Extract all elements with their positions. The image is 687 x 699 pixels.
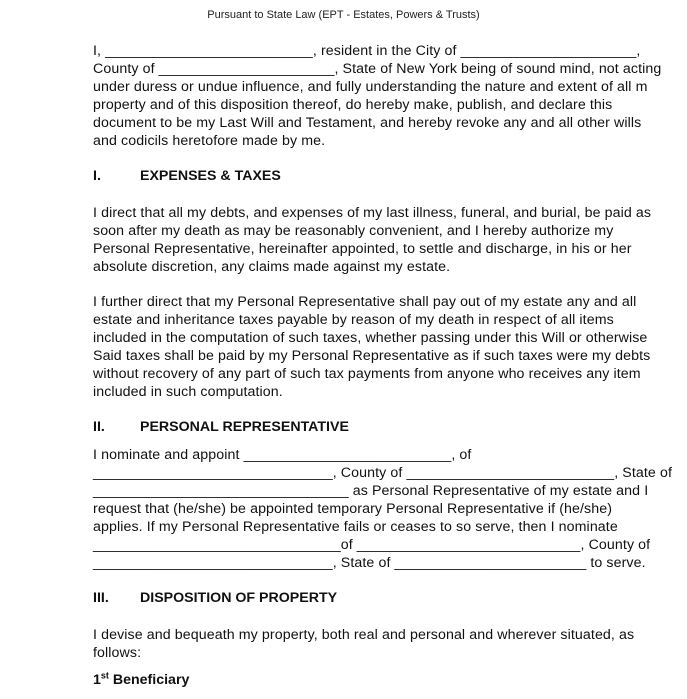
intro-line: and codicils heretofore made by me. — [93, 133, 326, 149]
section-number: I. — [93, 168, 101, 184]
paragraph-line: I nominate and appoint __________________________, of — [93, 447, 472, 463]
section-title: EXPENSES & TAXES — [140, 168, 281, 184]
paragraph-line: Personal Representative, hereinafter appointed, to settle and discharge, in his or her — [93, 241, 632, 257]
paragraph-line: ______________________________, State of ________________________ to serve. — [93, 555, 646, 571]
paragraph-line: applies. If my Personal Representative fails or ceases to so serve, then I nominate — [93, 519, 618, 535]
section-heading-expenses-taxes — [93, 167, 281, 185]
paragraph-line: follows: — [93, 645, 142, 661]
paragraph-line: _______________________________of ____________________________, County of — [93, 537, 651, 553]
section-number: II. — [93, 419, 105, 435]
page-header: Pursuant to State Law (EPT - Estates, Powers & Trusts) — [207, 9, 480, 21]
paragraph-line: soon after my death as may be reasonably convenient, and I hereby authorize my — [93, 223, 614, 239]
paragraph-line: I further direct that my Personal Representative shall pay out of my estate any and all — [93, 294, 637, 310]
intro-line: County of ______________________, State of New York being of sound mind, not acting — [93, 61, 662, 77]
paragraph-line: absolute discretion, any claims made against my estate. — [93, 259, 451, 275]
paragraph-line: ________________________________ as Personal Representative of my estate and I — [93, 483, 649, 499]
section-heading-personal-representative — [93, 418, 349, 436]
beneficiary-number: 1 — [93, 672, 101, 688]
beneficiary-ordinal-suffix: st — [100, 670, 109, 681]
beneficiary-heading — [93, 671, 189, 689]
intro-line: under duress or undue influence, and fully understanding the nature and extent of all m — [93, 79, 648, 95]
paragraph-line: ______________________________, County of __________________________, State of — [93, 465, 672, 481]
section-number: III. — [93, 590, 109, 606]
paragraph-line: included in such computation. — [93, 384, 283, 400]
intro-line: document to be my Last Will and Testament, and hereby revoke any and all other wills — [93, 115, 642, 131]
paragraph-line: without recovery of any part of such tax payments from anyone who receives any item — [93, 366, 641, 382]
paragraph-line: I devise and bequeath my property, both real and personal and wherever situated, as — [93, 627, 635, 643]
paragraph-line: included in the computation of such taxes, whether passing under this Will or otherwise — [93, 330, 648, 346]
intro-line: I, __________________________, resident in the City of ______________________, — [93, 43, 641, 59]
paragraph-line: I direct that all my debts, and expenses of my last illness, funeral, and burial, be paid as — [93, 205, 652, 221]
intro-line: property and of this disposition thereof, do hereby make, publish, and declare this — [93, 97, 613, 113]
paragraph-line: Said taxes shall be paid by my Personal Representative as if such taxes were my debts — [93, 348, 651, 364]
section-heading-disposition-of-property — [93, 589, 337, 607]
section-title: PERSONAL REPRESENTATIVE — [140, 419, 349, 435]
section-title: DISPOSITION OF PROPERTY — [140, 590, 338, 606]
paragraph-line: estate and inheritance taxes payable by reason of my death in respect of all items — [93, 312, 614, 328]
paragraph-line: request that (he/she) be appointed temporary Personal Representative if (he/she) — [93, 501, 613, 517]
beneficiary-label: Beneficiary — [112, 672, 190, 688]
